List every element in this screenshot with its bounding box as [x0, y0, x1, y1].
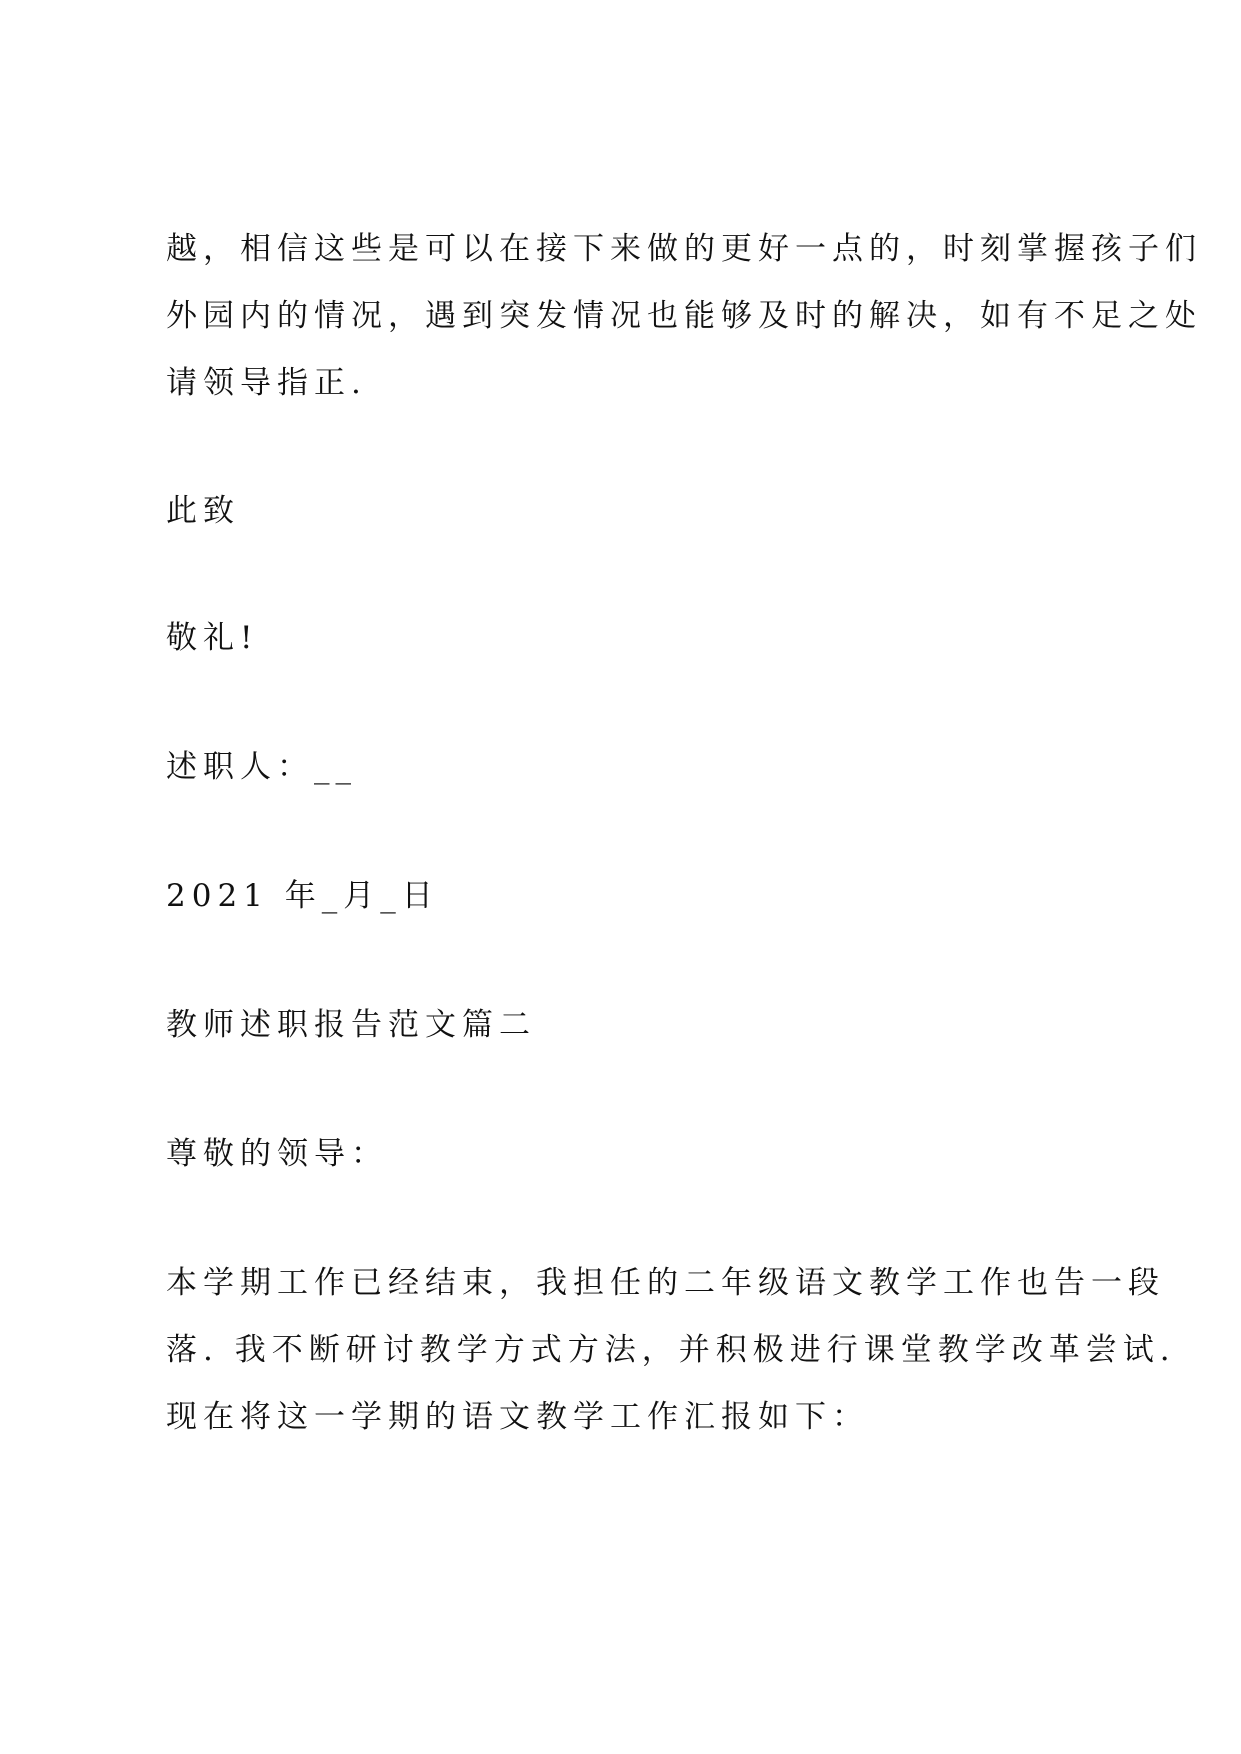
paragraph-line: 越，相信这些是可以在接下来做的更好一点的，时刻掌握孩子们 [166, 231, 1202, 267]
paragraph-continuation [166, 216, 1202, 417]
closing-line-1 [166, 478, 1106, 545]
salutation-text: 尊敬的领导： [166, 1136, 388, 1172]
paragraph-intro [166, 1250, 1176, 1451]
closing-text: 敬礼! [166, 620, 259, 656]
salutation [166, 1121, 1106, 1188]
paragraph-line: 本学期工作已经结束，我担任的二年级语文教学工作也告一段 [166, 1265, 1165, 1301]
section-title-text: 教师述职报告范文篇二 [166, 1007, 536, 1043]
date-line [166, 863, 1106, 930]
paragraph-line: 外园内的情况，遇到突发情况也能够及时的解决，如有不足之处 [166, 298, 1202, 334]
section-title [166, 992, 1106, 1059]
signer-text: 述职人：__ [166, 749, 357, 785]
paragraph-line: 请领导指正. [166, 365, 367, 401]
date-text: 2021 年_月_日 [166, 878, 439, 914]
paragraph-line: 现在将这一学期的语文教学工作汇报如下： [166, 1399, 869, 1435]
closing-text: 此致 [166, 493, 240, 529]
paragraph-line: 落. 我不断研讨教学方式方法，并积极进行课堂教学改革尝试. [166, 1332, 1176, 1368]
closing-line-2 [166, 605, 1106, 672]
signature-line [166, 734, 1106, 801]
